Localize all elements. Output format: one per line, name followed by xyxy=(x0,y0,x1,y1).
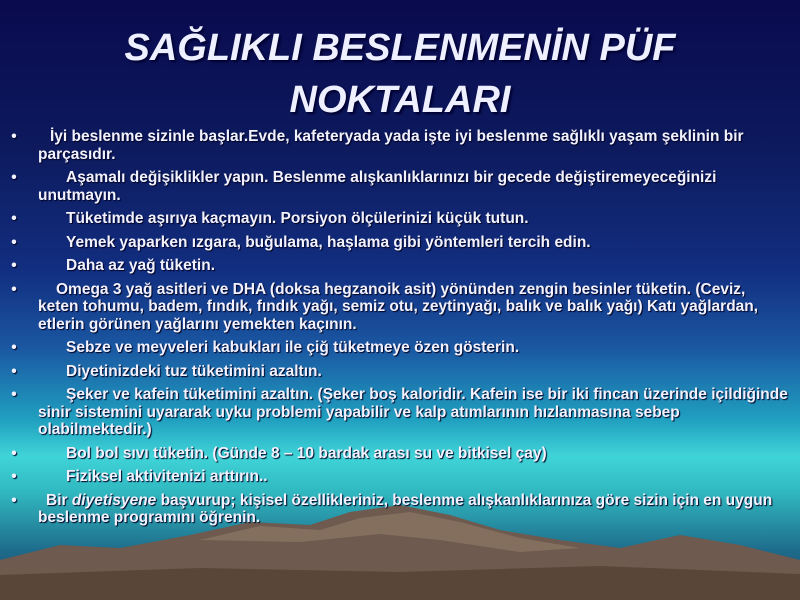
bullet-item xyxy=(8,468,788,486)
bullet-text-emphasis: diyetisyene xyxy=(71,491,157,509)
bullet-text: İyi beslenme sizinle başlar.Evde, kafeteryada yada işte iyi beslenme sağlıklı yaşam şeklinin bir parçasıdır. xyxy=(38,128,744,163)
title-line-2: NOKTALARI xyxy=(289,79,511,121)
bullet-item xyxy=(8,363,788,381)
bullet-text: Fiziksel aktivitenizi arttırın.. xyxy=(66,468,268,485)
bullet-text: Yemek yaparken ızgara, buğulama, haşlama gibi yöntemleri tercih edin. xyxy=(66,233,591,251)
bullet-dot: • xyxy=(11,128,17,145)
bullet-dot: • xyxy=(11,386,17,403)
bullet-dot: • xyxy=(11,233,17,251)
bullet-text-post: başvurup; kişisel özellikleriniz, beslenme alışkanlıklarınıza göre sizin için en uygun beslenme programını öğrenin. xyxy=(38,491,773,526)
bullet-item xyxy=(8,169,788,204)
bullet-text-pre: Bir xyxy=(46,491,72,509)
bullet-dot: • xyxy=(11,257,17,274)
bullet-list xyxy=(8,128,788,533)
bullet-item xyxy=(8,210,788,228)
bullet-dot: • xyxy=(11,210,17,227)
bullet-dot: • xyxy=(11,362,17,380)
bullet-item xyxy=(8,281,788,334)
bullet-item xyxy=(8,128,788,163)
bullet-text: Bol bol sıvı tüketin. (Günde 8 – 10 bardak arası su ve bitkisel çay) xyxy=(66,444,547,462)
bullet-item xyxy=(8,234,788,252)
bullet-text: Aşamalı değişiklikler yapın. Beslenme alışkanlıklarınızı bir gecede değiştiremeyeceğinizi unutmayın. xyxy=(38,169,717,204)
slide-title xyxy=(0,22,800,126)
bullet-dot: • xyxy=(11,491,17,509)
bullet-text: Daha az yağ tüketin. xyxy=(66,257,216,274)
bullet-item xyxy=(8,339,788,357)
bullet-item xyxy=(8,386,788,439)
bullet-dot: • xyxy=(11,169,17,186)
bullet-text: Omega 3 yağ asitleri ve DHA (doksa hegzanoik asit) yönünden zengin besinler tüketin. (Ceviz, keten tohumu, badem, fındık, fındık yağı, semiz otu, zeytinyağı, balık ve balık yağı) Katı yağlardan, etlerin görünen yağlarını yemekten kaçının. xyxy=(38,280,759,333)
bullet-item xyxy=(8,492,788,527)
bullet-text: Tüketimde aşırıya kaçmayın. Porsiyon ölçülerinizi küçük tutun. xyxy=(66,210,529,227)
bullet-dot: • xyxy=(11,339,17,356)
bullet-text: Sebze ve meyveleri kabukları ile çiğ tüketmeye özen gösterin. xyxy=(66,339,520,356)
bullet-item xyxy=(8,445,788,463)
bullet-text: Şeker ve kafein tüketimini azaltın. (Şeker boş kaloridir. Kafein ise bir iki fincan üzerinde içildiğinde sinir sistemini uyararak uyku problemi yapabilir ve kalp atımlarının hızlanmasına sebep olabilmektedir.) xyxy=(38,386,788,438)
bullet-item xyxy=(8,257,788,275)
bullet-text: Diyetinizdeki tuz tüketimini azaltın. xyxy=(66,362,322,380)
title-line-1: SAĞLIKLI BESLENMENİN PÜF xyxy=(124,27,676,69)
bullet-dot: • xyxy=(11,444,17,462)
bullet-dot: • xyxy=(11,468,17,485)
bullet-dot: • xyxy=(11,280,17,298)
